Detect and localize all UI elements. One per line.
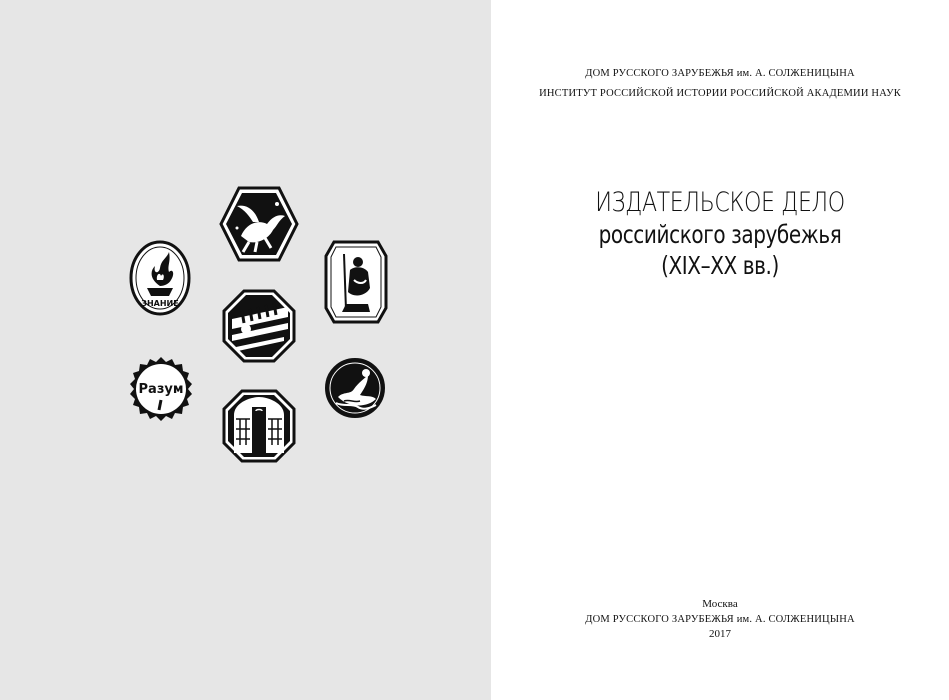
imprint-publisher-name: ДОМ РУССКОГО ЗАРУБЕЖЬЯ bbox=[585, 614, 734, 625]
institution-line-1 bbox=[491, 64, 949, 84]
title-line-3: (XIX–XX вв.) bbox=[661, 251, 779, 280]
institution-1-im: им. bbox=[736, 68, 753, 79]
wave-figure-emblem-icon bbox=[324, 357, 386, 419]
znanie-label: ЗНАНИЕ bbox=[141, 299, 179, 308]
pegasus-emblem-icon bbox=[219, 186, 299, 262]
figure-shield-emblem-icon bbox=[324, 240, 388, 324]
imprint-publisher bbox=[491, 612, 949, 627]
institution-1-surname: А. СОЛЖЕНИЦЫНА bbox=[755, 68, 855, 79]
imprint bbox=[491, 597, 949, 642]
title-line-1: ИЗДАТЕЛЬСКОЕ ДЕЛО bbox=[595, 187, 845, 218]
znanie-emblem-icon bbox=[129, 240, 191, 316]
imprint-publisher-surname: А. СОЛЖЕНИЦЫНА bbox=[755, 614, 855, 625]
imprint-city: Москва bbox=[702, 598, 738, 610]
institutions-header bbox=[491, 64, 949, 104]
landscape-octagon-emblem-icon bbox=[222, 289, 296, 363]
imprint-year: 2017 bbox=[709, 628, 731, 640]
institution-line-2: ИНСТИТУТ РОССИЙСКОЙ ИСТОРИИ РОССИЙСКОЙ АКАДЕМИИ НАУК bbox=[539, 88, 901, 99]
title-page bbox=[491, 0, 949, 700]
title-line-2: российского зарубежья bbox=[598, 220, 842, 249]
book-title bbox=[491, 186, 949, 282]
imprint-publisher-im: им. bbox=[736, 614, 753, 625]
razum-label: Разум bbox=[138, 382, 184, 397]
institution-1-name: ДОМ РУССКОГО ЗАРУБЕЖЬЯ bbox=[585, 68, 734, 79]
architecture-emblem-icon bbox=[222, 389, 296, 463]
razum-emblem-icon bbox=[128, 356, 194, 422]
